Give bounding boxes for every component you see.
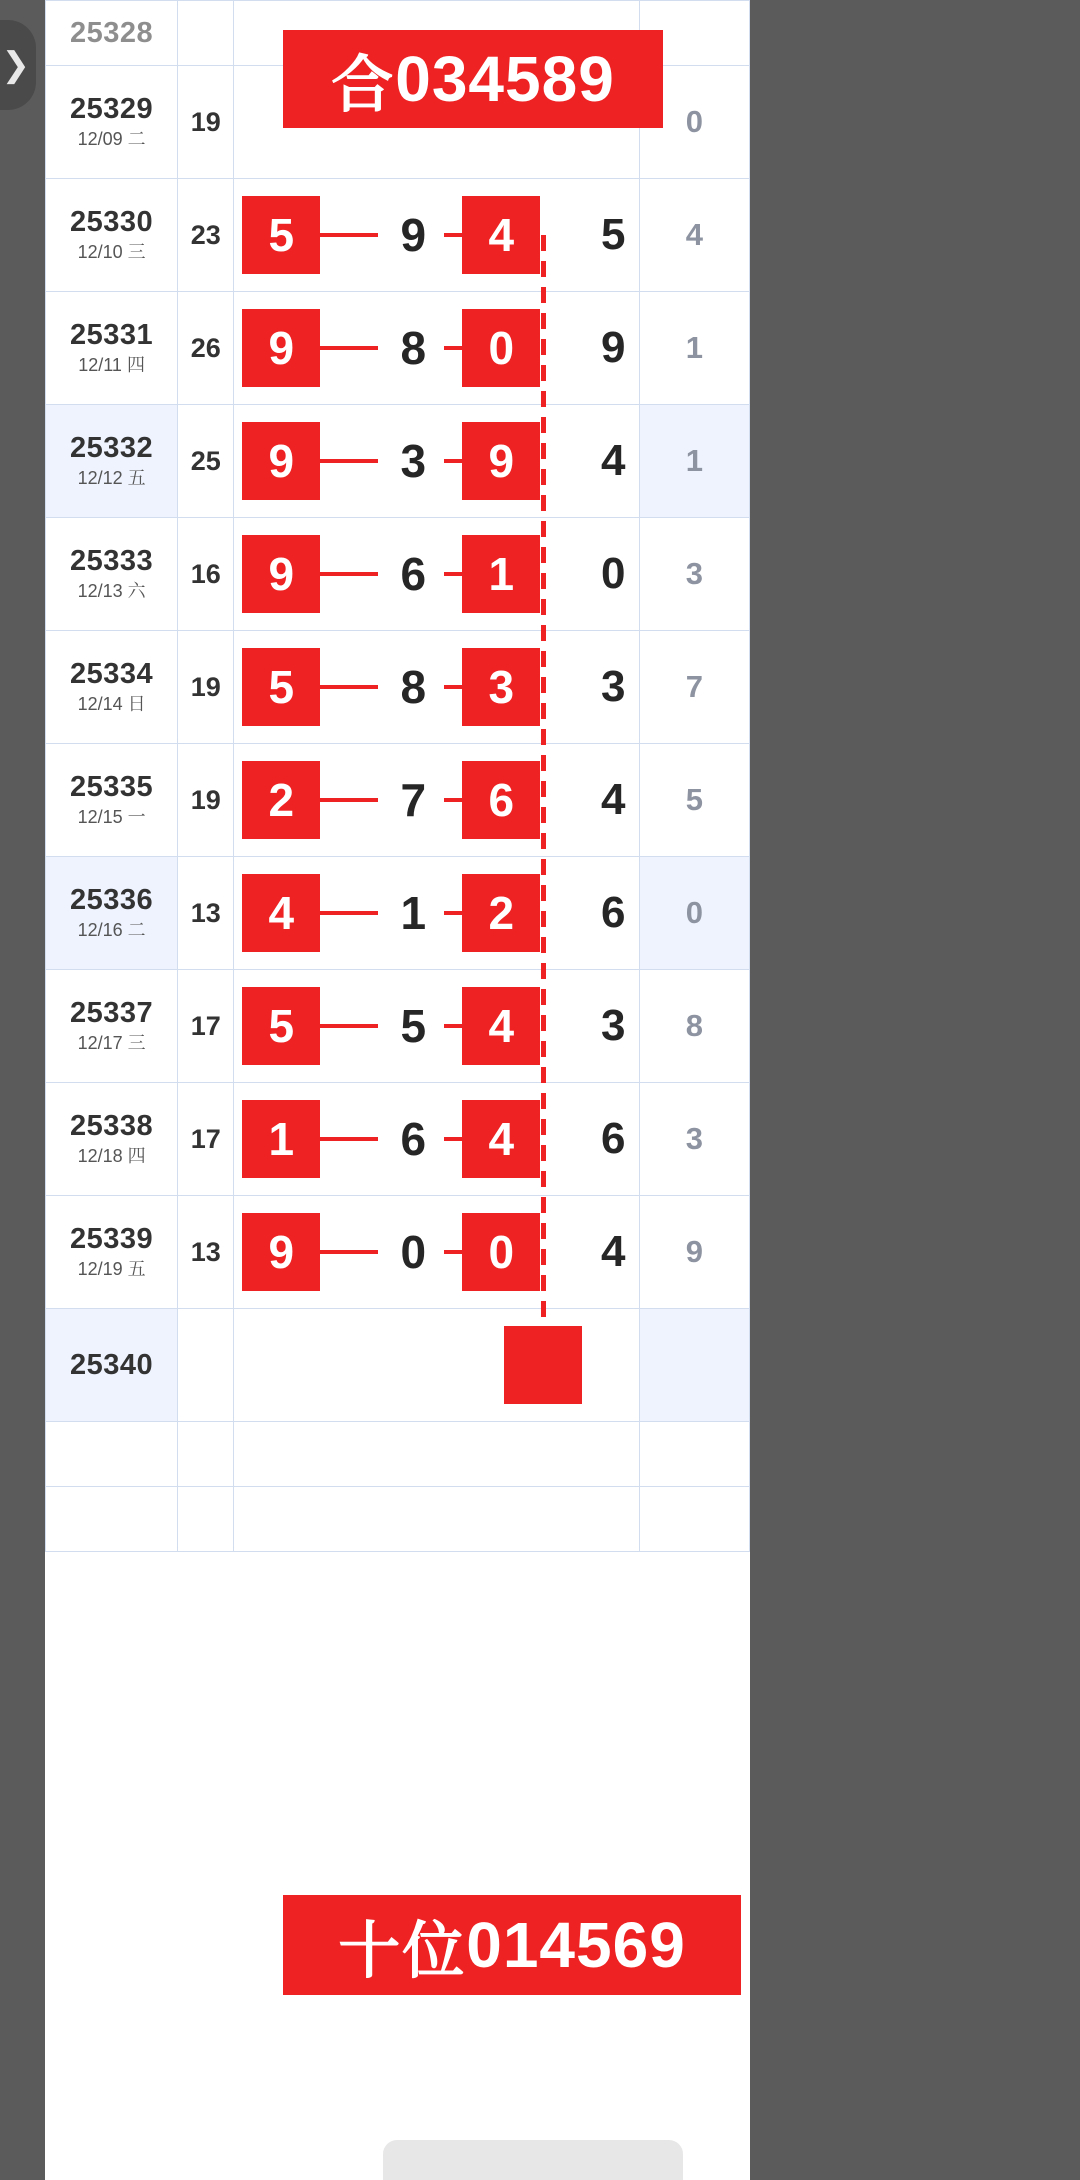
tail-cell (639, 1487, 749, 1552)
plot-cell[interactable] (234, 1196, 640, 1309)
tens-banner-label: 十位 (338, 1916, 467, 1986)
table-row[interactable] (46, 405, 750, 518)
digit-position-3: 2 (462, 874, 540, 952)
tens-banner[interactable] (283, 1895, 741, 1995)
digit-position-1: 5 (242, 196, 320, 274)
sum-cell: 19 (178, 66, 234, 179)
digit-position-4: 6 (601, 888, 626, 937)
tail-cell: 3 (639, 518, 749, 631)
digit-position-3: 3 (462, 648, 540, 726)
trend-trail-line (541, 235, 546, 1365)
sum-cell: 17 (178, 1083, 234, 1196)
digit-position-2: 9 (400, 209, 427, 261)
table-row[interactable] (46, 1196, 750, 1309)
sum-cell: 17 (178, 970, 234, 1083)
table-row[interactable] (46, 292, 750, 405)
digit-position-3: 4 (462, 987, 540, 1065)
sum-cell: 13 (178, 1196, 234, 1309)
issue-date: 12/13 六 (77, 581, 146, 601)
sum-cell (178, 1422, 234, 1487)
plot-row (234, 405, 639, 517)
issue-date: 12/15 一 (77, 807, 146, 827)
plot-row (234, 1196, 639, 1308)
digit-position-2: 8 (400, 322, 427, 374)
issue-date: 12/11 四 (78, 355, 145, 375)
digit-position-1: 1 (242, 1100, 320, 1178)
issue-date: 12/19 五 (77, 1259, 146, 1279)
issue-date: 12/12 五 (77, 468, 146, 488)
digit-position-4: 9 (601, 323, 626, 372)
connector-segment-left (320, 572, 378, 576)
sum-banner[interactable] (283, 30, 663, 128)
digit-position-2: 1 (400, 887, 427, 939)
plot-cell[interactable] (234, 405, 640, 518)
plot-cell (234, 1487, 640, 1552)
issue-number: 25339 (70, 1223, 154, 1255)
issue-cell[interactable] (46, 66, 178, 179)
plot-row (234, 970, 639, 1082)
sum-cell: 26 (178, 292, 234, 405)
sum-cell: 19 (178, 744, 234, 857)
issue-cell[interactable] (46, 970, 178, 1083)
plot-row (234, 631, 639, 743)
tail-cell: 7 (639, 631, 749, 744)
sum-cell: 16 (178, 518, 234, 631)
issue-cell[interactable] (46, 518, 178, 631)
sum-banner-digits: 034589 (395, 43, 615, 115)
digit-position-3: 9 (462, 422, 540, 500)
issue-number: 25328 (70, 17, 154, 49)
issue-cell[interactable] (46, 857, 178, 970)
connector-segment-left (320, 233, 378, 237)
plot-row (234, 292, 639, 404)
issue-number: 25337 (70, 997, 154, 1029)
plot-row (234, 857, 639, 969)
table-row[interactable] (46, 970, 750, 1083)
tail-cell: 4 (639, 179, 749, 292)
plot-cell[interactable] (234, 631, 640, 744)
sum-cell: 13 (178, 857, 234, 970)
issue-number: 25340 (70, 1349, 154, 1381)
table-row-empty (46, 1422, 750, 1487)
digit-position-3: 4 (462, 196, 540, 274)
sum-cell: 19 (178, 631, 234, 744)
issue-number: 25329 (70, 93, 154, 125)
sum-cell: 23 (178, 179, 234, 292)
issue-cell (46, 1422, 178, 1487)
drawer-toggle-button[interactable] (0, 20, 36, 110)
digit-position-4: 4 (601, 436, 626, 485)
plot-cell[interactable] (234, 970, 640, 1083)
plot-row (234, 744, 639, 856)
issue-number: 25331 (70, 319, 154, 351)
digit-position-2: 0 (400, 1226, 427, 1278)
plot-cell[interactable] (234, 857, 640, 970)
digit-position-1: 9 (242, 1213, 320, 1291)
digit-position-1: 9 (242, 535, 320, 613)
bottom-sheet-handle[interactable] (383, 2140, 683, 2180)
tail-cell: 8 (639, 970, 749, 1083)
issue-number: 25330 (70, 206, 154, 238)
table-row[interactable] (46, 179, 750, 292)
digit-position-1: 5 (242, 987, 320, 1065)
digit-position-4: 0 (601, 549, 626, 598)
tail-cell: 3 (639, 1083, 749, 1196)
trend-table (45, 0, 750, 1552)
tail-cell: 9 (639, 1196, 749, 1309)
digit-position-4: 4 (601, 775, 626, 824)
plot-cell (234, 1422, 640, 1487)
digit-position-2: 7 (400, 774, 427, 826)
trend-table-body (46, 1, 750, 1552)
table-row-empty (46, 1487, 750, 1552)
issue-number: 25334 (70, 658, 154, 690)
plot-row (234, 179, 639, 291)
issue-date: 12/10 三 (77, 242, 146, 262)
table-row[interactable] (46, 1083, 750, 1196)
connector-segment-left (320, 685, 378, 689)
sum-cell: 25 (178, 405, 234, 518)
plot-cell[interactable] (234, 292, 640, 405)
issue-number: 25338 (70, 1110, 154, 1142)
issue-cell[interactable] (46, 1196, 178, 1309)
digit-position-2: 5 (400, 1000, 427, 1052)
digit-position-1: 2 (242, 761, 320, 839)
issue-cell[interactable] (46, 405, 178, 518)
digit-position-4: 4 (601, 1227, 626, 1276)
connector-segment-left (320, 346, 378, 350)
issue-cell (46, 1, 178, 66)
issue-cell[interactable] (46, 744, 178, 857)
connector-segment-left (320, 1250, 378, 1254)
sum-cell (178, 1309, 234, 1422)
issue-number: 25332 (70, 432, 154, 464)
digit-position-3: 6 (462, 761, 540, 839)
digit-position-1: 5 (242, 648, 320, 726)
digit-position-4: 3 (601, 1001, 626, 1050)
digit-position-3: 0 (462, 309, 540, 387)
issue-date: 12/09 二 (77, 129, 146, 149)
issue-cell[interactable] (46, 1309, 178, 1422)
tens-banner-digits: 014569 (466, 1909, 686, 1981)
tail-cell: 5 (639, 744, 749, 857)
digit-position-2: 6 (400, 548, 427, 600)
issue-date: 12/18 四 (77, 1146, 146, 1166)
tail-cell: 1 (639, 292, 749, 405)
table-row[interactable] (46, 1309, 750, 1422)
issue-cell[interactable] (46, 1083, 178, 1196)
digit-position-4: 3 (601, 662, 626, 711)
connector-segment-left (320, 1024, 378, 1028)
sum-cell (178, 1, 234, 66)
plot-cell[interactable] (234, 744, 640, 857)
sum-cell (178, 1487, 234, 1552)
issue-date: 12/16 二 (77, 920, 146, 940)
connector-segment-left (320, 1137, 378, 1141)
connector-segment-left (320, 798, 378, 802)
issue-cell (46, 1487, 178, 1552)
chevron-right-icon: ❯ (1, 46, 30, 84)
issue-number: 25333 (70, 545, 154, 577)
table-row[interactable] (46, 518, 750, 631)
digit-position-4: 6 (601, 1114, 626, 1163)
issue-number: 25336 (70, 884, 154, 916)
digit-position-3: 4 (462, 1100, 540, 1178)
table-row[interactable] (46, 857, 750, 970)
digit-position-4: 5 (601, 210, 626, 259)
digit-position-1: 4 (242, 874, 320, 952)
digit-position-2: 3 (400, 435, 427, 487)
plot-row (234, 1083, 639, 1195)
plot-cell[interactable] (234, 179, 640, 292)
trend-table-sheet (45, 0, 750, 2180)
issue-cell[interactable] (46, 179, 178, 292)
page-background (750, 0, 1080, 2180)
digit-position-2: 8 (400, 661, 427, 713)
plot-row (234, 518, 639, 630)
tail-cell: 1 (639, 405, 749, 518)
plot-cell[interactable] (234, 1083, 640, 1196)
digit-position-2: 6 (400, 1113, 427, 1165)
issue-cell[interactable] (46, 631, 178, 744)
tail-cell: 0 (639, 66, 749, 179)
connector-segment-left (320, 459, 378, 463)
tail-cell: 0 (639, 857, 749, 970)
digit-position-3: 0 (462, 1213, 540, 1291)
issue-date: 12/14 日 (77, 694, 146, 714)
issue-date: 12/17 三 (77, 1033, 146, 1053)
digit-position-1: 9 (242, 309, 320, 387)
pending-draw-marker (504, 1326, 582, 1404)
issue-cell[interactable] (46, 292, 178, 405)
sum-banner-label: 合 (331, 50, 396, 120)
tail-cell (639, 1309, 749, 1422)
digit-position-3: 1 (462, 535, 540, 613)
issue-number: 25335 (70, 771, 154, 803)
digit-position-1: 9 (242, 422, 320, 500)
table-row[interactable] (46, 744, 750, 857)
plot-cell[interactable] (234, 518, 640, 631)
connector-segment-left (320, 911, 378, 915)
tail-cell (639, 1422, 749, 1487)
table-row[interactable] (46, 631, 750, 744)
